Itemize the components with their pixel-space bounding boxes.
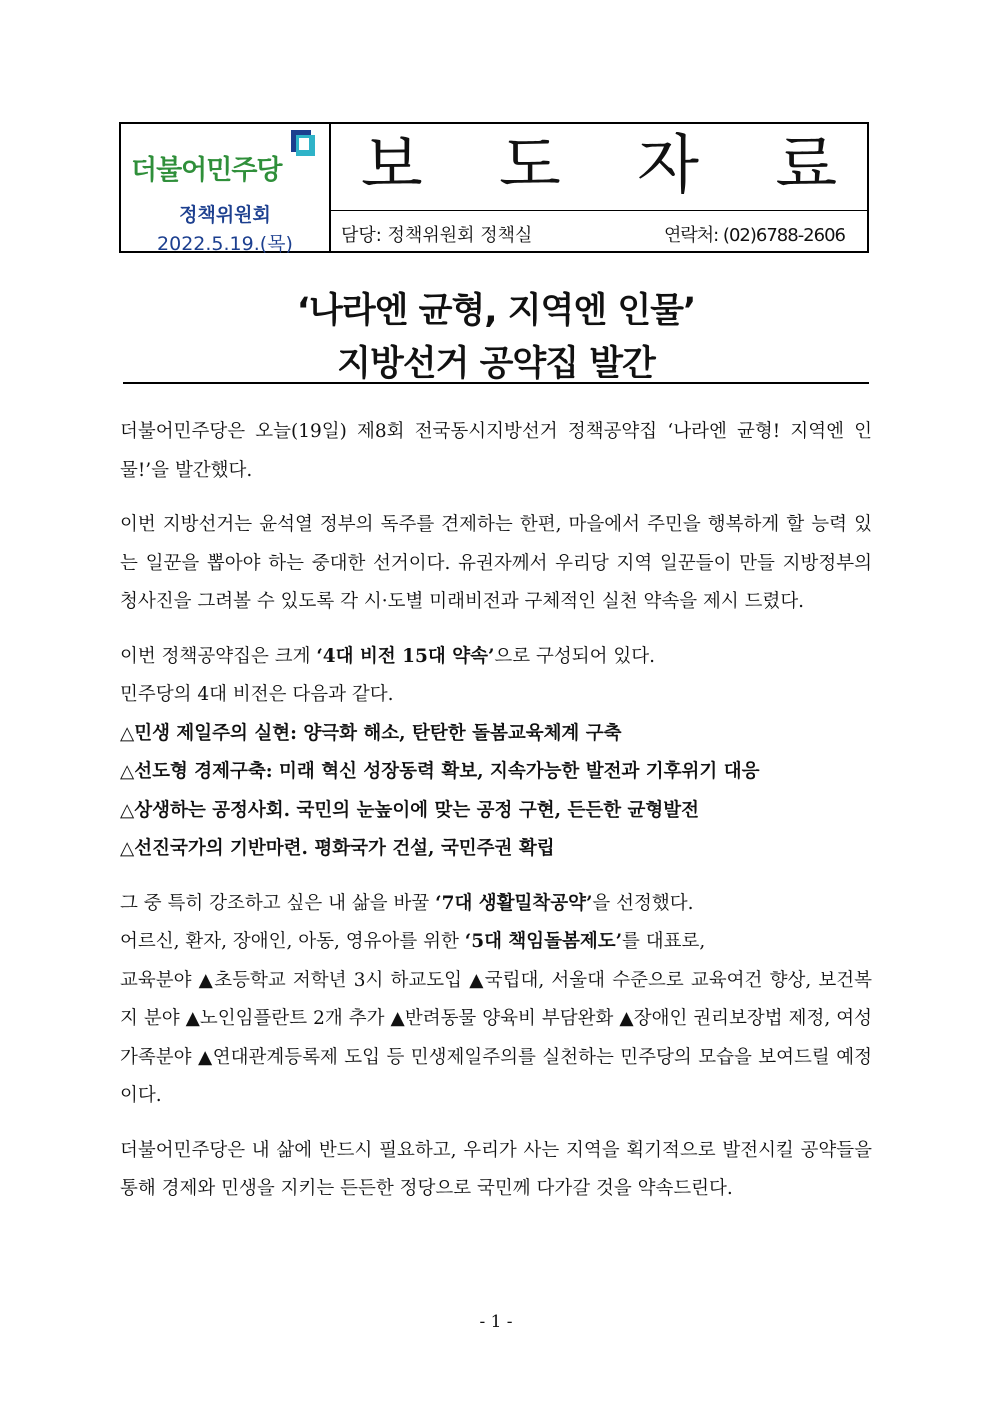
paragraph-intro: 더불어민주당은 오늘(19일) 제8회 전국동시지방선거 정책공약집 ‘나라엔 균형! 지역엔 인물!’을 발간했다. [120,421,872,481]
paragraph-visions-intro: 민주당의 4대 비전은 다음과 같다. [120,684,394,705]
headline-line-2: 지방선거 공약집 발간 [337,344,655,384]
logo-cell [121,124,331,255]
committee-name: 정책위원회 [179,204,271,226]
contact-department: 담당: 정책위원회 정책실 [341,225,533,246]
press-release-title: 보 도 자 료 [360,129,866,203]
structure-highlight: ‘4대 비전 15대 약속’ [316,645,495,667]
party-flag-icon [289,128,317,158]
pledges-highlight: ‘7대 생활밀착공약’ [435,892,593,914]
header-box [119,122,869,253]
vision-item: △상생하는 공정사회. 국민의 눈높이에 맞는 공정 구현, 든든한 균형발전 [120,799,700,821]
paragraph-context: 이번 지방선거는 윤석열 정부의 독주를 견제하는 한편, 마을에서 주민을 행복하게 할 능력 있는 일꾼을 뽑아야 하는 중대한 선거이다. 유권자께서 우리당 지역 일꾼들이 만들 지방정부의 청사진을 그려볼 수 있도록 각 시·도별 미래비전과 구체적인 실천 약속을 제시 드렸다. [120,514,872,612]
contact-phone: 연락처: (02)6788-2606 [663,225,845,246]
release-date: 2022.5.19.(목) [157,233,293,255]
headline-divider [123,382,869,384]
vision-item: △민생 제일주의 실현: 양극화 해소, 탄탄한 돌봄교육체계 구축 [120,722,622,744]
paragraph-structure: 이번 정책공약집은 크게 ‘4대 비전 15대 약속’으로 구성되어 있다. [120,645,656,667]
title-cell [331,124,867,251]
vision-item: △선도형 경제구축: 미래 혁신 성장동력 확보, 지속가능한 발전과 기후위기 대응 [120,761,760,782]
page-number: - 1 - [479,1312,513,1332]
vision-item: △선진국가의 기반마련. 평화국가 건설, 국민주권 확립 [120,838,555,859]
headline-line-1: ‘나라엔 균형, 지역엔 인물’ [296,291,696,331]
paragraph-details: 교육분야 ▲초등학교 저학년 3시 하교도입 ▲국립대, 서울대 수준으로 교육여건 향상, 보건복지 분야 ▲노인임플란트 2개 추가 ▲반려동물 양육비 부담완화 ▲장애인 권리보장법 제정, 여성가족분야 ▲연대관계등록제 도입 등 민생제일주의를 실천하는 민주당의 모습을 보여드릴 예정이다. [120,969,872,1106]
paragraph-care: 어르신, 환자, 장애인, 아동, 영유아를 위한 ‘5대 책임돌봄제도’를 대표로, [120,931,706,952]
paragraph-closing: 더불어민주당은 내 삶에 반드시 필요하고, 우리가 사는 지역을 획기적으로 발전시킬 공약들을 통해 경제와 민생을 지키는 든든한 정당으로 국민께 다가갈 것을 약속드린다. [120,1139,872,1199]
party-logo-text: 더불어민주당 [131,155,282,186]
care-highlight: ‘5대 책임돌봄제도’ [464,931,623,952]
article-body [120,413,872,1209]
paragraph-pledges: 그 중 특히 강조하고 싶은 내 삶을 바꿀 ‘7대 생활밀착공약’을 선정했다. [120,892,694,914]
contact-row [331,210,867,254]
